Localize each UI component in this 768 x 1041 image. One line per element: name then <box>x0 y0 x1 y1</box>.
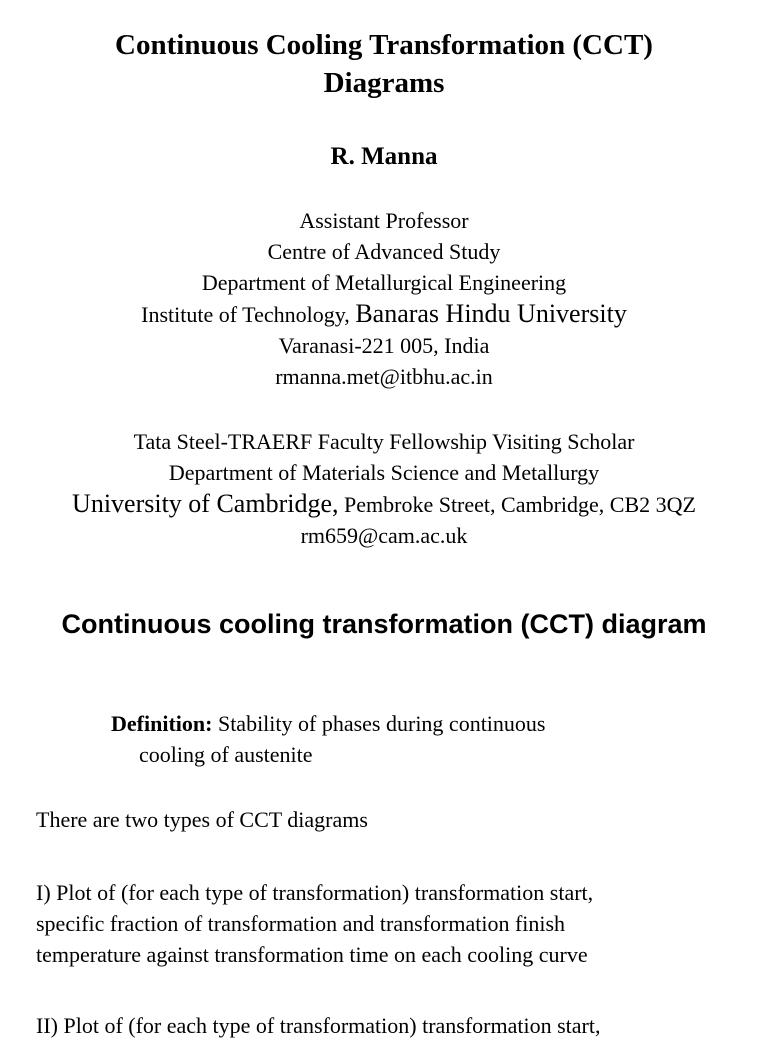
type-2-line-1: II) Plot of (for each type of transformation) transformation start, <box>36 1013 601 1038</box>
university-cambridge: University of Cambridge, <box>72 489 339 518</box>
definition-line-2: cooling of austenite <box>139 742 313 767</box>
slide-2-title: Continuous cooling transformation (CCT) diagram <box>61 609 707 639</box>
type-1-line-2: specific fraction of transformation and transformation finish <box>36 911 566 936</box>
email-line: rmanna.met@itbhu.ac.in <box>275 364 493 389</box>
slide-1-title <box>0 26 768 102</box>
slide-2 <box>0 574 768 1038</box>
department-line: Department of Metallurgical Engineering <box>201 270 567 295</box>
cambridge-street: Pembroke Street, Cambridge, CB2 3QZ <box>338 492 696 517</box>
affiliation-bhu <box>0 205 768 392</box>
position-line: Assistant Professor <box>299 208 469 233</box>
title-line-2: Diagrams <box>323 67 445 99</box>
types-intro <box>36 804 756 835</box>
university-bhu: Banaras Hindu University <box>355 299 627 328</box>
type-2-paragraph <box>36 1010 756 1041</box>
address-line: Varanasi-221 005, India <box>278 333 490 358</box>
author-name: R. Manna <box>330 143 438 170</box>
type-1-line-3: temperature against transformation time on each cooling curve <box>36 942 588 967</box>
type-1-line-1: I) Plot of (for each type of transformation) transformation start, <box>36 880 594 905</box>
affiliation-cambridge <box>0 426 768 551</box>
centre-line: Centre of Advanced Study <box>267 239 501 264</box>
definition-text-1: Stability of phases during continuous <box>212 711 546 736</box>
cambridge-department-line: Department of Materials Science and Metallurgy <box>168 460 600 485</box>
fellowship-line: Tata Steel-TRAERF Faculty Fellowship Visiting Scholar <box>133 429 635 454</box>
definition-label: Definition: <box>111 711 213 736</box>
institute-line <box>0 298 768 330</box>
cambridge-email-line: rm659@cam.ac.uk <box>300 523 468 548</box>
definition-line-1 <box>111 708 731 739</box>
types-intro-text: There are two types of CCT diagrams <box>36 807 368 832</box>
definition-block <box>111 708 731 770</box>
title-line-1: Continuous Cooling Transformation (CCT) <box>115 29 653 61</box>
institute-prefix: Institute of Technology, <box>141 302 356 327</box>
cambridge-address-line <box>0 488 768 520</box>
type-1-paragraph <box>36 877 756 970</box>
